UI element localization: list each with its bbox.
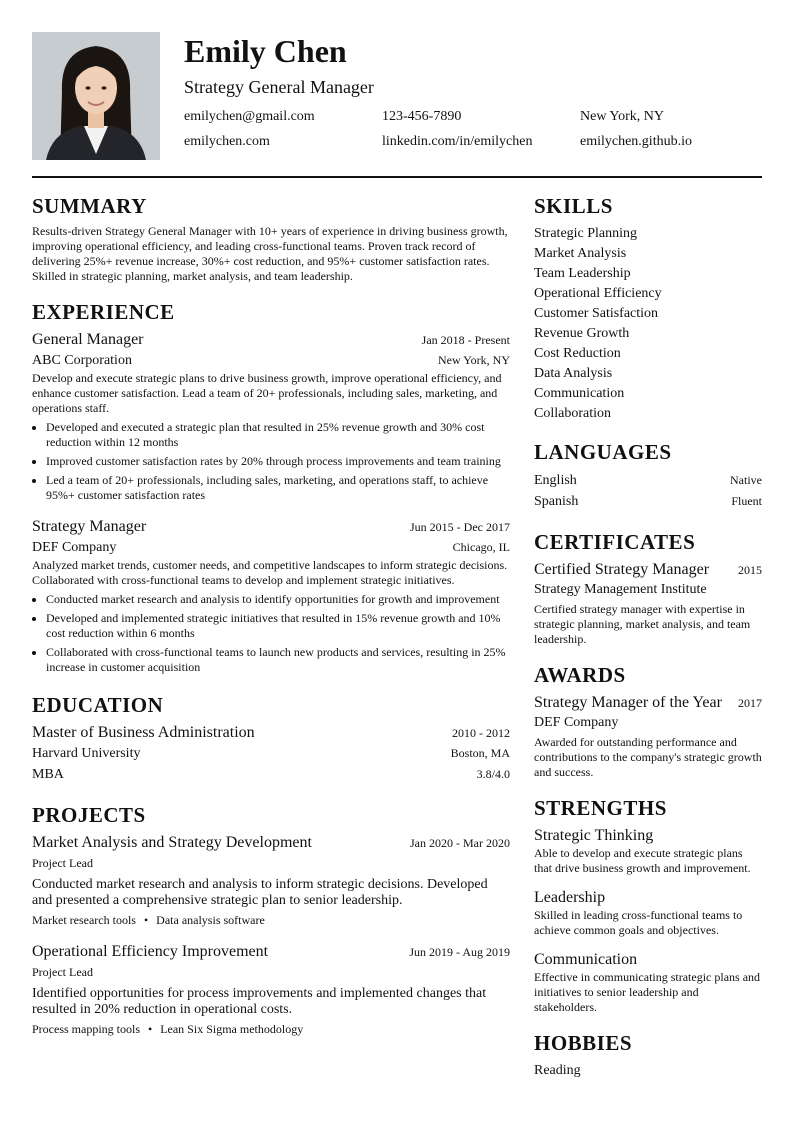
resume-header — [32, 32, 762, 160]
section-heading-certificates: CERTIFICATES — [534, 530, 696, 554]
job-bullet: • Improved customer satisfaction rates by 20% through process improvements and team training — [46, 454, 510, 469]
education-section — [32, 691, 510, 785]
section-heading-skills: SKILLS — [534, 194, 613, 218]
strength-entry — [534, 826, 762, 876]
education-school: Harvard University — [32, 746, 141, 761]
project-role: Project Lead — [32, 965, 93, 979]
strength-description: Able to develop and execute strategic plans that drive business growth and improvement. — [534, 846, 751, 875]
contact-github[interactable]: emilychen.github.io — [580, 134, 692, 149]
award-description: Awarded for outstanding performance and contributions to the company's strategic growth and success. — [534, 735, 762, 779]
contact-linkedin[interactable]: linkedin.com/in/emilychen — [382, 134, 533, 149]
job-location: New York, NY — [437, 353, 510, 367]
project-tools — [32, 913, 510, 928]
skill-item: Collaboration — [534, 406, 611, 421]
project-role: Project Lead — [32, 856, 93, 870]
experience-section — [32, 298, 510, 675]
hobbies-section — [534, 1029, 762, 1081]
project-tools — [32, 1022, 510, 1037]
section-heading-projects: PROJECTS — [32, 803, 146, 827]
education-field: MBA — [32, 767, 64, 782]
job-bullets — [32, 420, 510, 503]
languages-section — [534, 438, 762, 512]
contact-email[interactable]: emilychen@gmail.com — [184, 109, 315, 124]
profile-photo — [32, 32, 160, 160]
candidate-name: Emily Chen — [184, 33, 347, 69]
language-name: Spanish — [534, 494, 579, 509]
project-dates: Jun 2019 - Aug 2019 — [409, 945, 510, 959]
education-degree: Master of Business Administration — [32, 724, 255, 741]
job-role: Strategy Manager — [32, 518, 147, 535]
job-company: DEF Company — [32, 540, 117, 555]
job-location: Chicago, IL — [452, 540, 510, 554]
certificate-name: Certified Strategy Manager — [534, 561, 710, 578]
strength-description: Skilled in leading cross-functional teams to achieve common goals and objectives. — [534, 908, 743, 937]
job-bullet: • Developed and executed a strategic plan that resulted in 25% revenue growth and 30% cost reduction within 12 months — [46, 420, 510, 450]
summary-text: Results-driven Strategy General Manager with 10+ years of experience in driving business growth, improving operational efficiency, and leading cross-functional teams. Proven track record of delivering 25%+ revenue increase, 30%+ cost reduction, and 95%+ customer satisfaction rates. Skilled in strategic planning, market analysis, and team leadership. — [32, 224, 508, 283]
project-tool: Lean Six Sigma methodology — [160, 1022, 304, 1036]
project-tool: Data analysis software — [156, 913, 265, 927]
project-description: Conducted market research and analysis to inform strategic decisions. Developed and presented a comprehensive strategic plan to senior leadership. — [32, 877, 488, 908]
project-entry — [32, 833, 510, 928]
certificate-year: 2015 — [738, 563, 762, 577]
contact-website[interactable]: emilychen.com — [184, 134, 270, 149]
summary-section — [32, 192, 510, 284]
tool-separator: • — [143, 913, 149, 927]
strength-name: Leadership — [534, 889, 606, 906]
education-location: Boston, MA — [450, 746, 510, 760]
section-heading-experience: EXPERIENCE — [32, 300, 175, 324]
section-heading-awards: AWARDS — [534, 663, 626, 687]
awards-section — [534, 661, 762, 780]
project-tool: Process mapping tools — [32, 1022, 140, 1036]
candidate-title: Strategy General Manager — [184, 77, 374, 97]
award-issuer: DEF Company — [534, 715, 619, 730]
project-name: Market Analysis and Strategy Development — [32, 834, 312, 851]
tool-separator: • — [148, 1022, 153, 1036]
strength-description: Effective in communicating strategic plans and initiatives to senior leadership and stakeholders. — [534, 970, 761, 1014]
projects-section — [32, 801, 510, 1037]
section-heading-hobbies: HOBBIES — [534, 1031, 633, 1055]
experience-entry — [32, 330, 510, 503]
skill-item: Strategic Planning — [534, 226, 638, 241]
skill-item: Communication — [534, 386, 625, 401]
project-dates: Jan 2020 - Mar 2020 — [410, 836, 510, 850]
section-heading-languages: LANGUAGES — [534, 440, 672, 464]
certificate-issuer: Strategy Management Institute — [534, 582, 707, 597]
job-bullet: • Conducted market research and analysis to identify opportunities for growth and improvement — [46, 592, 510, 607]
left-column — [32, 192, 510, 1037]
skill-item: Revenue Growth — [534, 326, 630, 341]
project-name: Operational Efficiency Improvement — [32, 943, 269, 960]
skill-item: Cost Reduction — [534, 346, 621, 361]
award-year: 2017 — [738, 696, 762, 710]
skill-item: Market Analysis — [534, 246, 627, 261]
section-heading-education: EDUCATION — [32, 693, 164, 717]
skill-item: Operational Efficiency — [534, 286, 662, 301]
strength-name: Strategic Thinking — [534, 827, 654, 844]
profile-photo-illustration — [32, 32, 160, 160]
skill-item: Team Leadership — [534, 266, 631, 281]
job-description: Analyzed market trends, customer needs, and competitive landscapes to inform strategic decisions. Collaborated with cross-functional teams to develop and implement strategic initiatives. — [32, 558, 508, 587]
project-entry — [32, 942, 510, 1037]
education-gpa: 3.8/4.0 — [476, 767, 510, 781]
job-bullets — [32, 592, 510, 675]
skill-item: Customer Satisfaction — [534, 306, 659, 321]
education-dates: 2010 - 2012 — [452, 726, 510, 740]
job-company: ABC Corporation — [32, 353, 132, 368]
job-dates: Jan 2018 - Present — [421, 333, 510, 347]
section-heading-strengths: STRENGTHS — [534, 796, 667, 820]
right-column — [534, 192, 762, 1081]
project-tool: Market research tools — [32, 913, 136, 927]
job-bullet: • Led a team of 20+ professionals, including sales, marketing, and operations staff, to achieve 95%+ customer satisfaction rates — [46, 473, 510, 503]
award-name: Strategy Manager of the Year — [534, 694, 722, 711]
experience-entry — [32, 517, 510, 675]
language-name: English — [534, 473, 577, 488]
job-bullet: • Developed and implemented strategic initiatives that resulted in 15% revenue growth and 10% cost reduction within 6 months — [46, 611, 510, 641]
project-description: Identified opportunities for process improvements and implemented changes that resulted in 20% reduction in operational costs. — [32, 986, 487, 1017]
skill-item: Data Analysis — [534, 366, 613, 381]
certificate-description: Certified strategy manager with expertise in strategic planning, market analysis, and team leadership. — [534, 602, 751, 646]
language-level: Fluent — [731, 494, 762, 508]
header-divider — [32, 176, 762, 178]
contact-phone[interactable]: 123-456-7890 — [382, 109, 462, 124]
strength-entry — [534, 950, 762, 1015]
job-role: General Manager — [32, 331, 144, 348]
job-description: Develop and execute strategic plans to drive business growth, improve operational efficiency, and enhance customer satisfaction. Lead a team of 20+ professionals, including sales, marketing, and operations staff. — [32, 371, 502, 415]
contact-location: New York, NY — [580, 109, 665, 124]
job-dates: Jun 2015 - Dec 2017 — [410, 520, 510, 534]
certificates-section — [534, 528, 762, 647]
skills-section — [534, 192, 762, 424]
strengths-section — [534, 794, 762, 1015]
language-level: Native — [730, 473, 762, 487]
section-heading-summary: SUMMARY — [32, 194, 147, 218]
strength-entry — [534, 888, 762, 938]
hobby-item: Reading — [534, 1063, 581, 1078]
strength-name: Communication — [534, 951, 638, 968]
job-bullet: • Collaborated with cross-functional teams to launch new products and services, resulting in 25% increase in customer acquisition — [46, 645, 510, 675]
